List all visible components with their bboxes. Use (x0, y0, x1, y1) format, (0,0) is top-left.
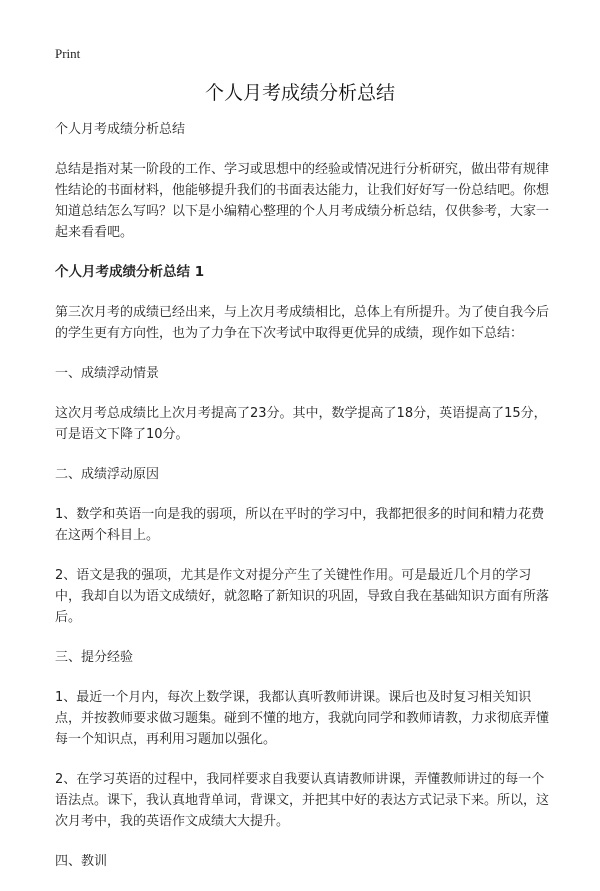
paragraph: 2、语文是我的强项，尤其是作文对提分产生了关键性作用。可是最近几个月的学习中，我却自以为语文成绩好，就忽略了新知识的巩固，导致自我在基础知识方面有所落后。 (55, 568, 550, 625)
paragraph: 这次月考总成绩比上次月考提高了23分。其中，数学提高了18分，英语提高了15分，可是语文下降了10分。 (55, 406, 547, 442)
paragraph: 二、成绩浮动原因 (55, 467, 160, 482)
paragraph: 四、教训 (55, 854, 108, 869)
paragraph: 总结是指对某一阶段的工作、学习或思想中的经验或情况进行分析研究，做出带有规律性结论的书面材料，他能够提升我们的书面表达能力，让我们好好写一份总结吧。你想知道总结怎么写吗？以下是小编精心整理的个人月考成绩分析总结，仅供参考，大家一起来看看吧。 (55, 162, 550, 240)
section-subheading: 个人月考成绩分析总结 1 (55, 264, 205, 280)
paragraph: 个人月考成绩分析总结 (55, 122, 186, 137)
paragraph: 1、最近一个月内，每次上数学课，我都认真听教师讲课。课后也及时复习相关知识点，并按教师要求做习题集。碰到不懂的地方，我就向同学和教师请教，力求彻底弄懂每一个知识点，再利用习题加以强化。 (55, 690, 550, 747)
print-link[interactable]: Print (55, 46, 81, 61)
paragraph: 第三次月考的成绩已经出来，与上次月考成绩相比，总体上有所提升。为了使自我今后的学生更有方向性，也为了力争在下次考试中取得更优异的成绩，现作如下总结： (55, 305, 550, 341)
paragraph: 一、成绩浮动情景 (55, 366, 160, 381)
page-title: 个人月考成绩分析总结 (204, 82, 395, 104)
paragraph: 1、数学和英语一向是我的弱项，所以在平时的学习中，我都把很多的时间和精力花费在这两个科目上。 (55, 507, 545, 543)
paragraph: 三、提分经验 (55, 650, 134, 665)
article-body (55, 119, 555, 891)
paragraph: 2、在学习英语的过程中，我同样要求自我要认真请教师讲课，弄懂教师讲过的每一个语法点。课下，我认真地背单词，背课文，并把其中好的表达方式记录下来。所以，这次月考中，我的英语作文成绩大大提升。 (55, 772, 550, 829)
